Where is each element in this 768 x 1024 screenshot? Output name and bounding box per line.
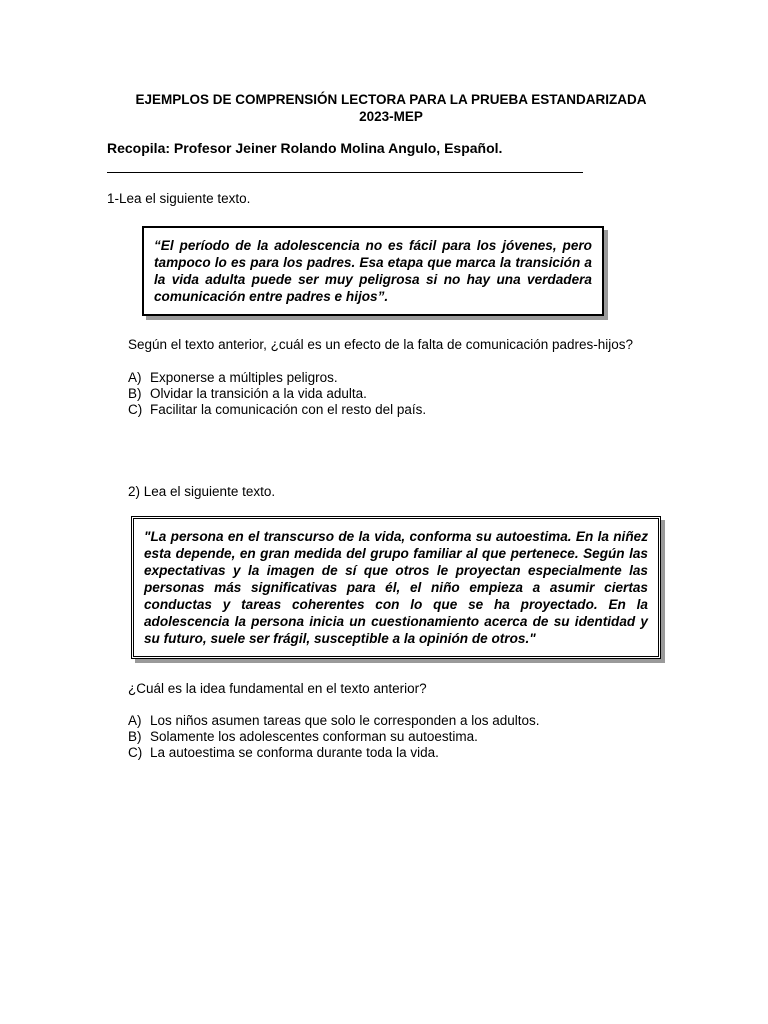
- question-2-intro: 2) Lea el siguiente texto.: [128, 484, 276, 499]
- question-1-options: [128, 370, 426, 418]
- option-text: Solamente los adolescentes conforman su autoestima.: [150, 729, 478, 744]
- title-line-1: EJEMPLOS DE COMPRENSIÓN LECTORA PARA LA PRUEBA ESTANDARIZADA: [135, 92, 647, 107]
- title-line-2: 2023-MEP: [359, 109, 423, 124]
- option-letter: C): [128, 745, 143, 760]
- question-2-quote: "La persona en el transcurso de la vida, conforma su autoestima. En la niñez esta depende, en gran medida del grupo familiar al que pertenece. Según las expectativas y la imagen de sí que otros le proyectan especialmente las personas más significativas para él, el niño empieza a asumir ciertas conductas y tareas coherentes con lo que se ha proyectado. En la adolescencia la persona inicia un cuestionamiento acerca de su identidad y su futuro, suele ser frágil, susceptible a la opinión de otros.": [144, 529, 648, 646]
- option-text: Olvidar la transición a la vida adulta.: [150, 386, 367, 401]
- question-1-quote: “El período de la adolescencia no es fácil para los jóvenes, pero tampoco lo es para los padres. Esa etapa que marca la transición a la vida adulta puede ser muy peligrosa si no hay una verdadera comunicación entre padres e hijos”.: [154, 238, 592, 304]
- option-letter: A): [128, 713, 142, 728]
- document-title: [107, 91, 675, 125]
- question-2-options: [128, 713, 540, 761]
- question-1-intro: 1-Lea el siguiente texto.: [107, 191, 251, 206]
- option-text: Exponerse a múltiples peligros.: [150, 370, 338, 385]
- option-letter: B): [128, 729, 142, 744]
- option-text: Facilitar la comunicación con el resto del país.: [150, 402, 427, 417]
- question-1-text: Según el texto anterior, ¿cuál es un efecto de la falta de comunicación padres-hijos?: [128, 337, 634, 352]
- option-a: [128, 370, 426, 386]
- option-b: [128, 729, 540, 745]
- question-2-text: ¿Cuál es la idea fundamental en el texto anterior?: [128, 681, 427, 696]
- compiler-line: Recopila: Profesor Jeiner Rolando Molina Angulo, Español.: [107, 140, 503, 156]
- option-letter: C): [128, 402, 143, 417]
- option-c: [128, 745, 540, 761]
- option-text: La autoestima se conforma durante toda la vida.: [150, 745, 439, 760]
- option-letter: B): [128, 386, 142, 401]
- option-c: [128, 402, 426, 418]
- option-letter: A): [128, 370, 142, 385]
- option-a: [128, 713, 540, 729]
- question-2-quote-box: [131, 516, 661, 659]
- option-text: Los niños asumen tareas que solo le corresponden a los adultos.: [150, 713, 540, 728]
- option-b: [128, 386, 426, 402]
- horizontal-rule: [107, 172, 583, 173]
- question-1-quote-box: [142, 226, 604, 316]
